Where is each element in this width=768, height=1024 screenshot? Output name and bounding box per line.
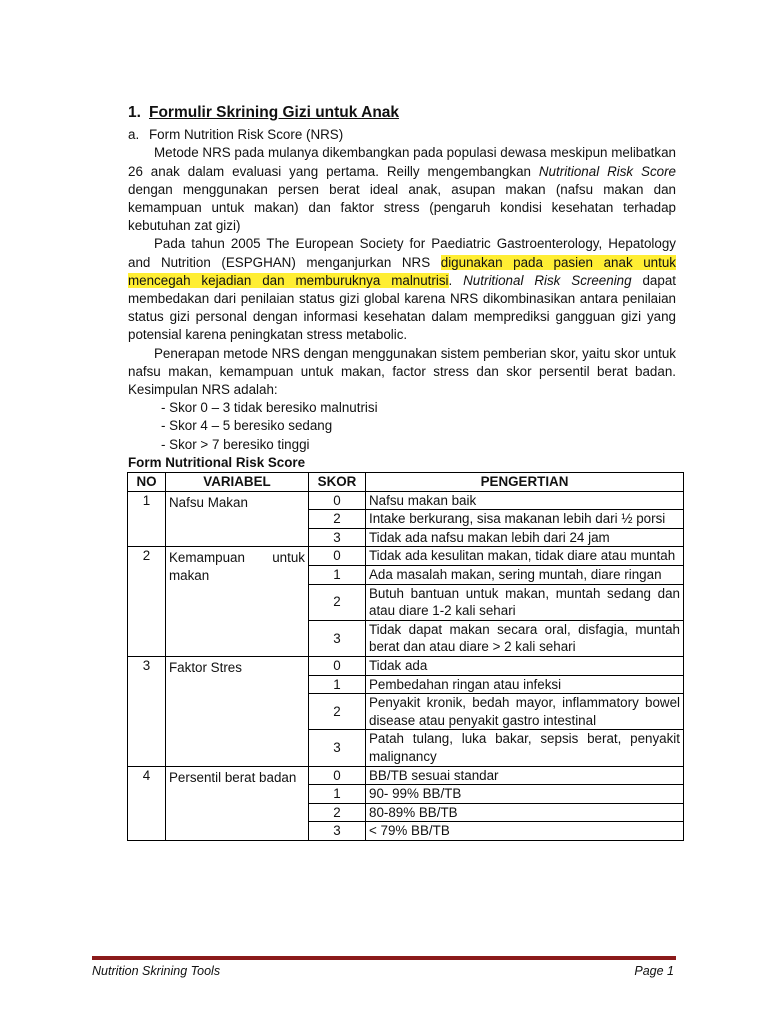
cell-skor: 2: [309, 803, 366, 822]
cell-no: 4: [128, 766, 166, 840]
score-list: [128, 399, 676, 454]
cell-skor: 3: [309, 620, 366, 656]
table-title: Form Nutritional Risk Score: [128, 454, 306, 470]
paragraph-1-italic: Nutritional Risk Score: [538, 163, 677, 179]
paragraph-1-text-b: dengan menggunakan persen berat ideal anak, asupan makan (nafsu makan dan kemampuan untuk makan) dan faktor stress (pengaruh kondisi kesehatan terhadap kebutuhan zat gizi): [128, 181, 676, 234]
footer-rule: [92, 956, 676, 960]
cell-skor: 0: [309, 657, 366, 676]
paragraph-2-text-a: Pada tahun 2005 The European Society for Paediatric Gastroenterology, Hepatology and Nutrition (ESPGHAN) menganjurkan NRS: [128, 236, 676, 270]
paragraph-2-text-b: .: [448, 272, 464, 288]
table-header-row: [128, 473, 684, 492]
cell-pengertian: Butuh bantuan untuk makan, muntah sedang dan atau diare 1-2 kali sehari: [366, 584, 684, 620]
section-title: Formulir Skrining Gizi untuk Anak: [149, 104, 400, 121]
table-row: [128, 547, 684, 566]
page-content: [128, 104, 680, 841]
cell-no: 1: [128, 491, 166, 547]
highlighted-text: digunakan pada pasien anak untuk mencegah kejadian dan memburuknya malnutrisi: [128, 254, 676, 288]
nrs-table: [127, 472, 684, 841]
cell-no: 3: [128, 657, 166, 767]
cell-pengertian: Tidak ada kesulitan makan, tidak diare atau muntah: [366, 547, 684, 566]
cell-skor: 3: [309, 730, 366, 766]
cell-pengertian: Pembedahan ringan atau infeksi: [366, 675, 684, 694]
subsection-heading: [128, 126, 676, 144]
score-item: - Skor 4 – 5 beresiko sedang: [161, 418, 333, 434]
cell-skor: 3: [309, 822, 366, 841]
paragraph-1-text-a: Metode NRS pada mulanya dikembangkan pada populasi dewasa meskipun melibatkan 26 anak dalam evaluasi yang pertama. Reilly mengembangkan: [128, 145, 676, 179]
cell-pengertian: < 79% BB/TB: [366, 822, 684, 841]
header-skor: SKOR: [309, 473, 366, 492]
cell-skor: 2: [309, 510, 366, 529]
cell-pengertian: Tidak dapat makan secara oral, disfagia, muntah berat dan atau diare > 2 kali sehari: [366, 620, 684, 656]
cell-no: 2: [128, 547, 166, 657]
score-item: - Skor > 7 beresiko tinggi: [161, 436, 310, 452]
header-pengertian: PENGERTIAN: [366, 473, 684, 492]
footer-title: Nutrition Skrining Tools: [92, 964, 221, 978]
cell-skor: 0: [309, 766, 366, 785]
cell-pengertian: Patah tulang, luka bakar, sepsis berat, penyakit malignancy: [366, 730, 684, 766]
cell-variabel: Kemampuan untuk makan: [166, 547, 309, 657]
paragraph-2-text-c: dapat membedakan dari penilaian status gizi global karena NRS dikombinasikan antara penilaian status gizi personal dengan informasi kesehatan dalam memprediksi gangguan gizi yang potensial karena peningkatan stress metabolic.: [128, 272, 676, 343]
cell-pengertian: Intake berkurang, sisa makanan lebih dari ½ porsi: [366, 510, 684, 529]
cell-pengertian: Nafsu makan baik: [366, 491, 684, 510]
cell-skor: 3: [309, 528, 366, 547]
header-no: NO: [128, 473, 166, 492]
cell-pengertian: Tidak ada nafsu makan lebih dari 24 jam: [366, 528, 684, 547]
cell-pengertian: Ada masalah makan, sering muntah, diare ringan: [366, 566, 684, 585]
cell-skor: 0: [309, 491, 366, 510]
paragraph-3: Penerapan metode NRS dengan menggunakan sistem pemberian skor, yaitu skor untuk nafsu makan, kemampuan untuk makan, factor stress dan skor persentil berat badan. Kesimpulan NRS adalah:: [128, 345, 676, 398]
subsection-title: Form Nutrition Risk Score (NRS): [149, 127, 344, 143]
cell-variabel: Faktor Stres: [166, 657, 309, 767]
cell-variabel: Persentil berat badan: [166, 766, 309, 840]
cell-pengertian: BB/TB sesuai standar: [366, 766, 684, 785]
cell-skor: 1: [309, 675, 366, 694]
paragraph-2: [128, 235, 676, 344]
table-row: [128, 657, 684, 676]
cell-pengertian: 90- 99% BB/TB: [366, 785, 684, 804]
header-variabel: VARIABEL: [166, 473, 309, 492]
cell-pengertian: 80-89% BB/TB: [366, 803, 684, 822]
cell-skor: 1: [309, 566, 366, 585]
paragraph-2-italic: Nutritional Risk Screening: [463, 272, 632, 288]
page-number: Page 1: [634, 964, 674, 978]
cell-pengertian: Penyakit kronik, bedah mayor, inflammatory bowel disease atau penyakit gastro intestinal: [366, 694, 684, 730]
cell-skor: 0: [309, 547, 366, 566]
table-row: [128, 766, 684, 785]
section-heading: [128, 104, 676, 122]
subsection-letter: a.: [128, 127, 140, 143]
cell-variabel: Nafsu Makan: [166, 491, 309, 547]
paragraph-1: [128, 144, 676, 235]
table-row: [128, 491, 684, 510]
cell-skor: 2: [309, 584, 366, 620]
cell-pengertian: Tidak ada: [366, 657, 684, 676]
cell-skor: 2: [309, 694, 366, 730]
section-number: 1.: [128, 104, 141, 121]
cell-skor: 1: [309, 785, 366, 804]
score-item: - Skor 0 – 3 tidak beresiko malnutrisi: [161, 400, 378, 416]
